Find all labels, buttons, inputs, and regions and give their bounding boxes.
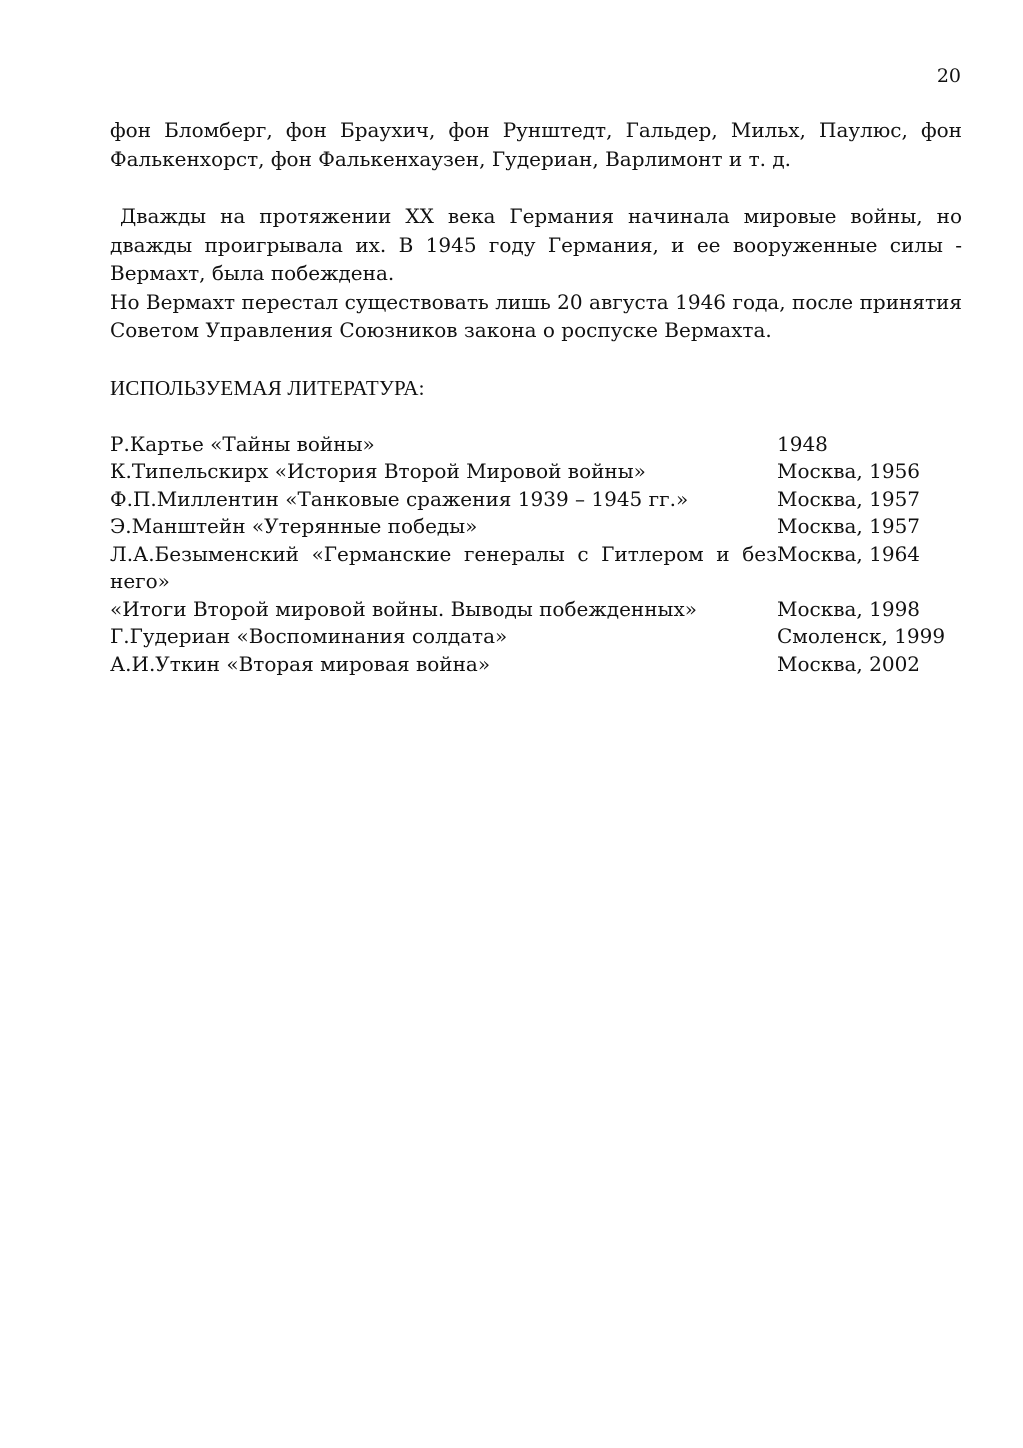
reference-title: Г.Гудериан «Воспоминания солдата» <box>110 624 508 648</box>
reference-publisher: Москва, 1957 <box>777 514 921 538</box>
reference-publisher: Москва, 2002 <box>777 651 921 676</box>
reference-row <box>110 651 962 679</box>
paragraph-world-wars: Дважды на протяжении XX века Германия начинала мировые войны, но дважды проигрывала их. В 1945 году Германия, и ее вооруженные силы - Вермахт, была побеждена. <box>110 204 962 285</box>
reference-row <box>110 458 962 486</box>
literature-heading: ИСПОЛЬЗУЕМАЯ ЛИТЕРАТУРА: <box>110 375 425 400</box>
reference-title: Л.А.Безыменский «Германские генералы с Гитлером и без него» <box>110 541 777 593</box>
reference-title: Э.Манштейн «Утерянные победы» <box>110 514 478 538</box>
reference-row <box>110 541 962 596</box>
reference-title: Ф.П.Миллентин «Танковые сражения 1939 – 1945 гг.» <box>110 486 689 511</box>
reference-publisher: 1948 <box>777 431 828 456</box>
reference-publisher: Москва, 1957 <box>777 486 921 511</box>
paragraph-wehrmacht-dissolution: Но Вермахт перестал существовать лишь 20 августа 1946 года, после принятия Советом Управления Союзников закона о роспуске Вермахта. <box>110 289 962 342</box>
reference-title: А.И.Уткин «Вторая мировая война» <box>110 651 491 676</box>
reference-publisher: Москва, 1956 <box>777 459 921 483</box>
reference-title: «Итоги Второй мировой войны. Выводы побежденных» <box>110 596 697 621</box>
reference-row <box>110 486 962 514</box>
reference-row <box>110 596 962 624</box>
reference-title: К.Типельскирх «История Второй Мировой войны» <box>110 459 646 483</box>
spacer <box>110 402 962 431</box>
reference-publisher: Смоленск, 1999 <box>777 624 946 648</box>
spacer <box>110 173 962 202</box>
references-table <box>110 431 962 679</box>
reference-row <box>110 623 962 651</box>
reference-publisher: Москва, 1964 <box>777 541 921 566</box>
page-content <box>110 116 962 678</box>
paragraph-generals-list: фон Бломберг, фон Браухич, фон Рунштедт, Гальдер, Мильх, Паулюс, фон Фалькенхорст, фон Фалькенхаузен, Гудериан, Варлимонт и т. д. <box>110 118 962 171</box>
reference-row <box>110 513 962 541</box>
reference-title: Р.Картье «Тайны войны» <box>110 431 375 456</box>
reference-publisher: Москва, 1998 <box>777 596 921 621</box>
reference-row <box>110 431 962 459</box>
page-number: 20 <box>936 65 961 87</box>
spacer <box>110 345 962 374</box>
